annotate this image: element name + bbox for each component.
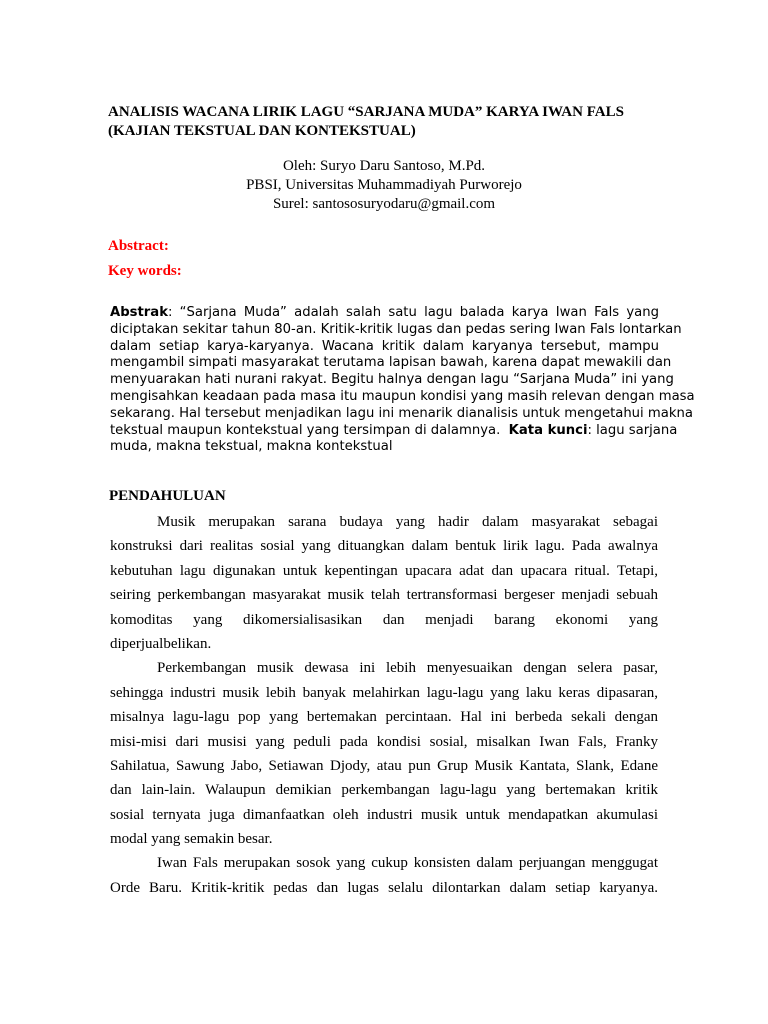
paragraph-line: Iwan Fals merupakan sosok yang cukup konsisten dalam perjuangan menggugat <box>157 855 658 872</box>
author-affiliation: PBSI, Universitas Muhammadiyah Purworejo <box>246 177 522 193</box>
abstract-english-label: Abstract: <box>108 238 169 254</box>
abstrak-line: dalam setiap karya-karyanya. Wacana kritik dalam karyanya tersebut, mampu <box>110 338 659 354</box>
section-heading: PENDAHULUAN <box>109 488 226 504</box>
paragraph-line: Perkembangan musik dewasa ini lebih menyesuaikan dengan selera pasar, <box>157 660 658 677</box>
paragraph-line: Orde Baru. Kritik-kritik pedas dan lugas selalu dilontarkan dalam setiap karyanya. <box>110 879 658 896</box>
paragraph-line: komoditas yang dikomersialisasikan dan menjadi barang ekonomi yang <box>110 611 658 628</box>
abstrak-line: diciptakan sekitar tahun 80-an. Kritik-kritik lugas dan pedas sering Iwan Fals lontarkan <box>110 321 682 337</box>
abstrak-line: mengisahkan keadaan pada masa itu maupun kondisi yang masih relevan dengan masa <box>110 388 695 404</box>
keywords-english-label: Key words: <box>108 263 182 279</box>
abstrak-line: menyuarakan hati nurani rakyat. Begitu halnya dengan lagu “Sarjana Muda” ini yang <box>110 372 674 388</box>
author-email: Surel: santososuryodaru@gmail.com <box>272 196 496 212</box>
abstrak-line: Abstrak: “Sarjana Muda” adalah salah satu lagu balada karya Iwan Fals yang <box>110 305 659 320</box>
paragraph-line: sehingga industri musik lebih banyak melahirkan lagu-lagu yang laku keras dipasaran, <box>110 684 658 701</box>
paper-title <box>108 103 668 141</box>
abstrak-block <box>110 305 695 456</box>
paragraph-line: seiring perkembangan masyarakat musik telah tertransformasi bergeser menjadi sebuah <box>110 587 658 604</box>
author-block <box>0 157 768 214</box>
paper-title-line-2: (KAJIAN TEKSTUAL DAN KONTEKSTUAL) <box>108 123 416 139</box>
paragraph-line: misi-misi dari musisi yang peduli pada kondisi sosial, misalkan Iwan Fals, Franky <box>110 733 658 750</box>
paper-title-line-1: ANALISIS WACANA LIRIK LAGU “SARJANA MUDA” KARYA IWAN FALS <box>108 104 624 120</box>
abstrak-keywords-line: muda, makna tekstual, makna kontekstual <box>110 439 393 455</box>
paragraph-line: diperjualbelikan. <box>110 635 212 652</box>
author-name: Oleh: Suryo Daru Santoso, M.Pd. <box>282 158 486 174</box>
paragraph-line: Musik merupakan sarana budaya yang hadir dalam masyarakat sebagai <box>157 514 658 530</box>
kata-kunci-label: Kata kunci <box>508 422 588 438</box>
abstrak-line: tekstual maupun kontekstual yang tersimpan di dalamnya. Kata kunci: lagu sarjana <box>110 422 678 438</box>
abstrak-line: mengambil simpati masyarakat terutama lapisan bawah, karena dapat mewakili dan <box>110 355 672 371</box>
paragraph-line: misalnya lagu-lagu pop yang bertemakan percintaan. Hal ini berbeda sekali dengan <box>110 709 658 726</box>
paragraph-line: konstruksi dari realitas sosial yang dituangkan dalam bentuk lirik lagu. Pada awalnya <box>110 538 658 555</box>
paragraph-line: Sahilatua, Sawung Jabo, Setiawan Djody, atau pun Grup Musik Kantata, Slank, Edane <box>110 757 658 774</box>
paragraph-line: kebutuhan lagu digunakan untuk kepentingan upacara adat dan upacara ritual. Tetapi, <box>110 562 658 579</box>
paragraph-line: dan lain-lain. Walaupun demikian perkembangan lagu-lagu yang bertemakan kritik <box>110 782 658 799</box>
paragraph-line: modal yang semakin besar. <box>110 831 273 848</box>
paragraph-line: sosial ternyata juga dimanfaatkan oleh industri musik untuk mendapatkan akumulasi <box>110 806 658 823</box>
abstrak-line: sekarang. Hal tersebut menjadikan lagu ini menarik dianalisis untuk mengetahui makna <box>110 405 693 421</box>
abstrak-label: Abstrak <box>110 305 168 320</box>
section-body <box>110 510 658 900</box>
